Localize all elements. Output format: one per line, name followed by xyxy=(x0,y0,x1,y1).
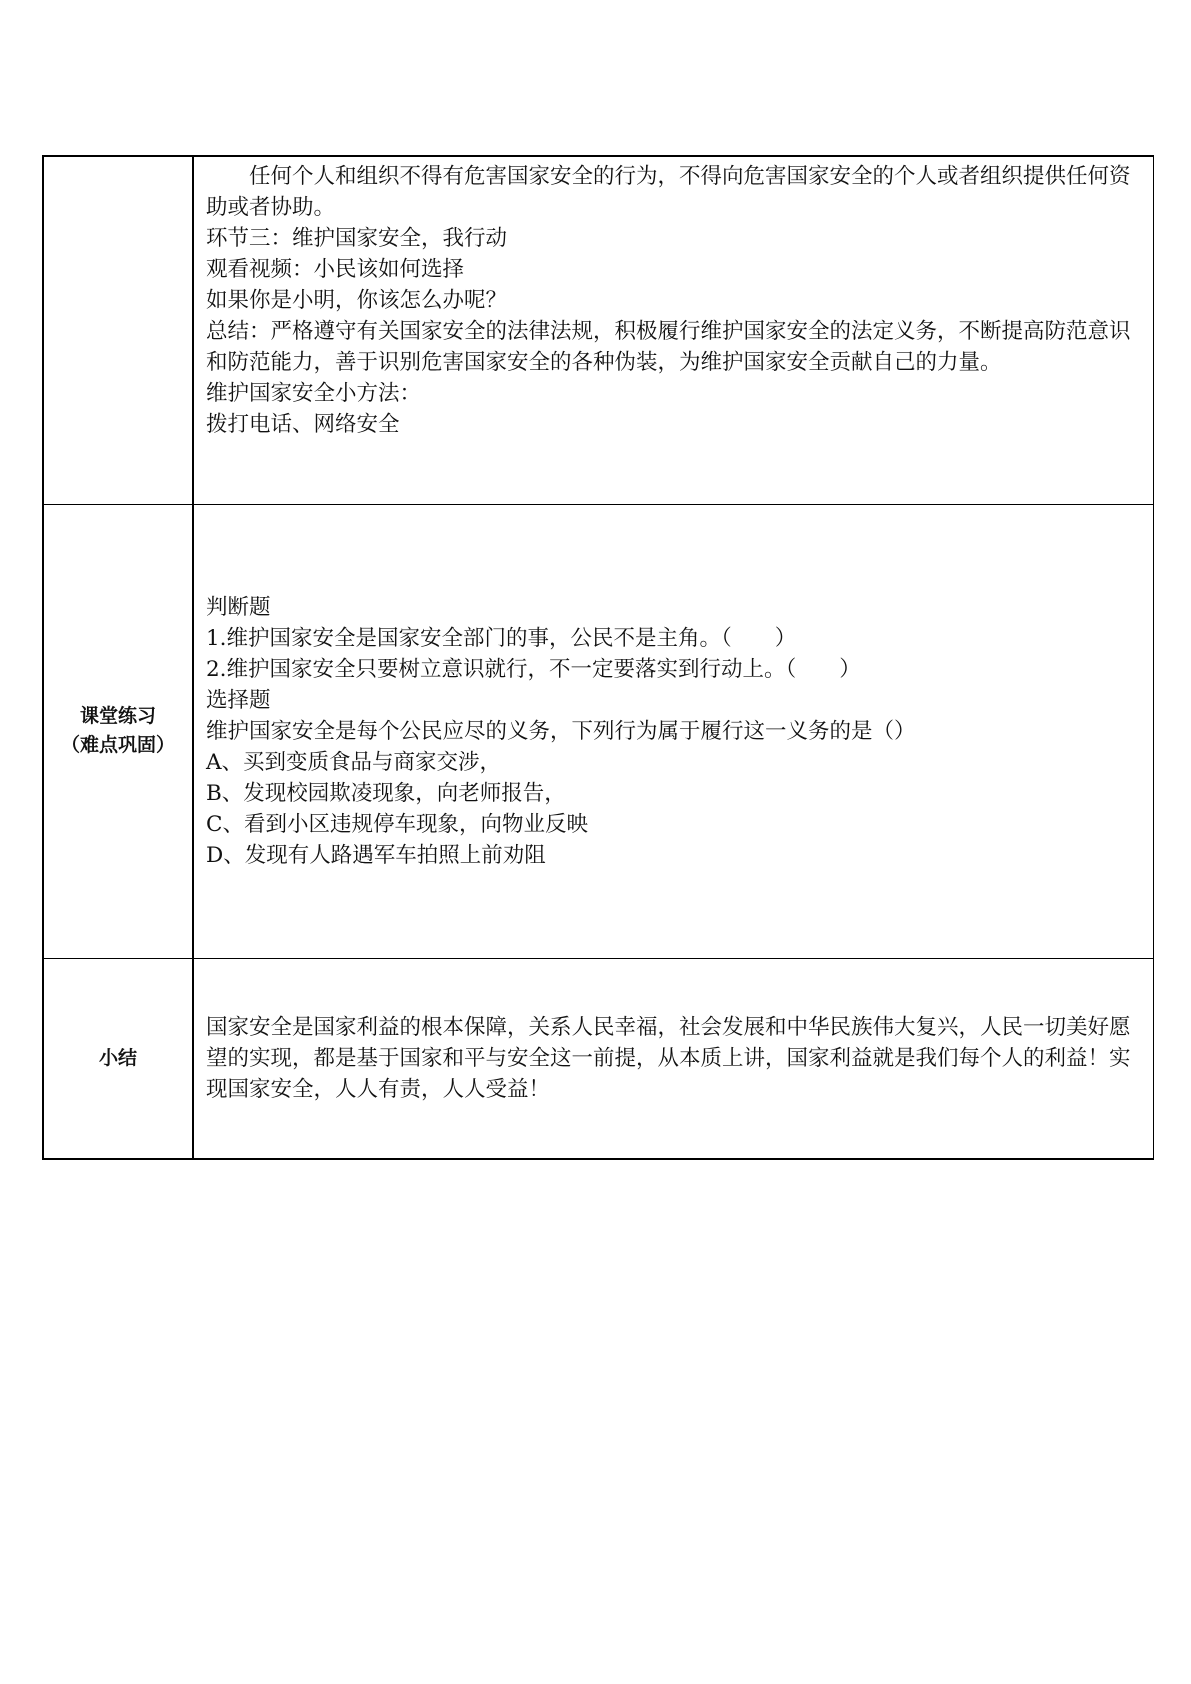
row-label-summary xyxy=(43,958,193,1159)
label-practice: 课堂练习 xyxy=(79,705,156,727)
choice-option-b: B、发现校园欺凌现象，向老师报告， xyxy=(206,780,566,806)
choice-question: 维护国家安全是每个公民应尽的义务，下列行为属于履行这一义务的是（） xyxy=(206,718,916,744)
video-line: 观看视频：小民该如何选择 xyxy=(206,257,465,282)
methods-line: 拨打电话、网络安全 xyxy=(206,412,400,437)
methods-heading: 维护国家安全小方法： xyxy=(206,381,422,406)
row-label-empty xyxy=(43,156,193,504)
choice-option-d: D、发现有人路遇军车拍照上前劝阻 xyxy=(206,842,546,868)
label-practice-sub: （难点巩固） xyxy=(60,734,175,756)
judge-question-1: 1.维护国家安全是国家安全部门的事，公民不是主角。（ ） xyxy=(206,625,797,651)
section-heading: 环节三：维护国家安全，我行动 xyxy=(206,226,508,251)
choice-option-c: C、看到小区违规停车现象，向物业反映 xyxy=(206,811,588,837)
judge-question-2: 2.维护国家安全只要树立意识就行，不一定要落实到行动上。（ ） xyxy=(206,656,861,682)
table-row xyxy=(43,504,1154,958)
question-line: 如果你是小明，你该怎么办呢？ xyxy=(206,288,508,313)
row-label-practice xyxy=(43,504,193,958)
content-cell xyxy=(193,156,1154,504)
table-row xyxy=(43,958,1154,1159)
summary-text: 国家安全是国家利益的根本保障，关系人民幸福，社会发展和中华民族伟大复兴，人民一切美好愿望的实现，都是基于国家和平与安全这一前提，从本质上讲，国家利益就是我们每个人的利益！实现国家安全，人人有责，人人受益！ xyxy=(206,1014,1131,1102)
choice-option-a: A、买到变质食品与商家交涉， xyxy=(206,749,502,775)
summary-paragraph: 总结：严格遵守有关国家安全的法律法规，积极履行维护国家安全的法定义务，不断提高防范意识和防范能力，善于识别危害国家安全的各种伪装，为维护国家安全贡献自己的力量。 xyxy=(206,319,1131,375)
lesson-plan-table xyxy=(42,155,1154,1160)
content-cell xyxy=(193,504,1154,958)
content-cell xyxy=(193,958,1154,1159)
law-paragraph: 任何个人和组织不得有危害国家安全的行为，不得向危害国家安全的个人或者组织提供任何资助或者协助。 xyxy=(206,164,1131,220)
choice-heading: 选择题 xyxy=(206,687,271,713)
label-summary: 小结 xyxy=(98,1046,137,1069)
judge-heading: 判断题 xyxy=(206,594,271,620)
table-row xyxy=(43,156,1154,504)
